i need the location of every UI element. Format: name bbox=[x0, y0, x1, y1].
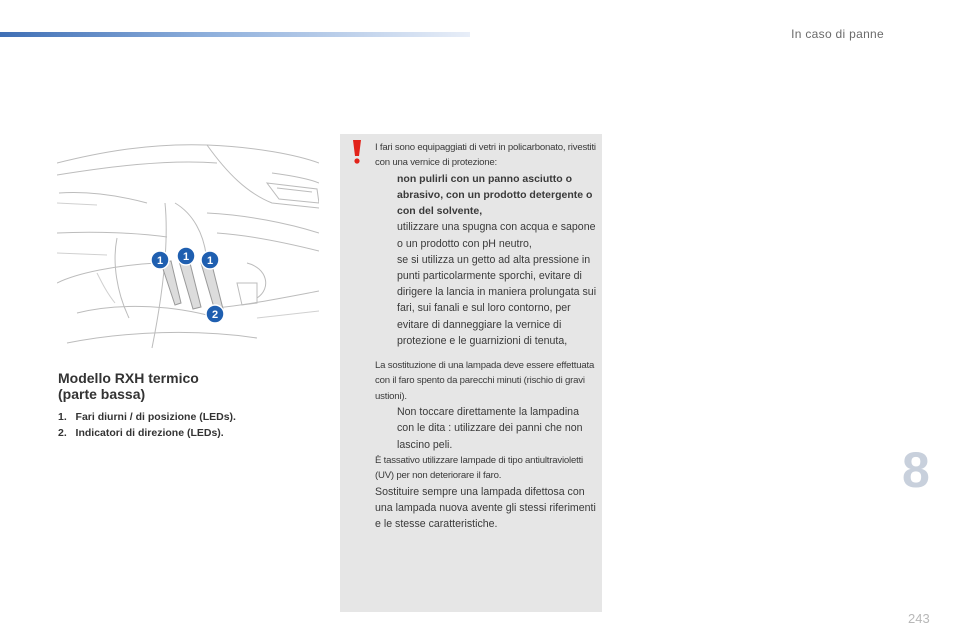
bullet-text: utilizzare una spugna con acqua e sapone o un prodotto con pH neutro, bbox=[397, 221, 596, 250]
page-number: 243 bbox=[908, 611, 930, 626]
model-title-line2: (parte bassa) bbox=[58, 386, 146, 402]
bullet-text: se si utilizza un getto ad alta pressione in punti particolarmente sporchi, evitare di dirigere la lancia in maniera prolungata sui fari, sui fanali e sul loro contorno, per evitare di danneggiare la vernice di protezione e le guarnizioni di tenuta, bbox=[397, 253, 597, 347]
model-title bbox=[58, 370, 199, 402]
legend-text: Indicatori di direzione (LEDs). bbox=[75, 427, 224, 439]
svg-text:2: 2 bbox=[211, 309, 219, 321]
callout-1b bbox=[177, 247, 195, 265]
warning-text bbox=[375, 140, 597, 532]
legend-number: 1. bbox=[58, 411, 67, 423]
bullet-marker bbox=[375, 404, 397, 453]
section-title: In caso di panne bbox=[791, 27, 884, 41]
warning-bullet bbox=[375, 252, 597, 349]
legend-list bbox=[58, 409, 236, 441]
callout-1c bbox=[201, 251, 219, 269]
header-accent-bar bbox=[0, 32, 470, 37]
model-title-line1: Modello RXH termico bbox=[58, 370, 199, 386]
exclamation-icon bbox=[350, 139, 364, 165]
car-front-bumper-illustration bbox=[57, 133, 319, 358]
bullet-marker bbox=[375, 171, 397, 220]
callout-1a bbox=[151, 251, 169, 269]
lamp-replacement-note: La sostituzione di una lampada deve essere effettuata con il faro spento da parecchi minuti (rischio di gravi ustioni). bbox=[375, 360, 595, 402]
svg-text:1: 1 bbox=[206, 255, 214, 267]
bullet-marker bbox=[375, 252, 397, 349]
warning-intro: I fari sono equipaggiati di vetri in policarbonato, rivestiti con una vernice di protezione: bbox=[375, 142, 596, 169]
chapter-number: 8 bbox=[902, 442, 930, 498]
legend-item-1 bbox=[58, 409, 236, 425]
legend-item-2 bbox=[58, 425, 236, 441]
bullet-text: non pulirli con un panno asciutto o abrasivo, con un prodotto detergente o con del solvente, bbox=[397, 172, 593, 218]
warning-bullet bbox=[375, 219, 597, 251]
warning-bullet bbox=[375, 404, 597, 453]
legend-text: Fari diurni / di posizione (LEDs). bbox=[75, 411, 236, 423]
uv-lamp-note: È tassativo utilizzare lampade di tipo antiultravioletti (UV) per non deteriorare il faro. bbox=[375, 454, 583, 482]
bullet-marker bbox=[375, 219, 397, 251]
warning-bullet bbox=[375, 171, 597, 220]
bullet-text: Non toccare direttamente la lampadina con le dita : utilizzare dei panni che non lascino peli. bbox=[397, 406, 583, 451]
svg-text:1: 1 bbox=[156, 255, 164, 267]
legend-number: 2. bbox=[58, 427, 67, 439]
replace-lamp-note: Sostituire sempre una lampada difettosa con una lampada nuova avente gli stessi riferimenti e le stesse caratteristiche. bbox=[375, 485, 596, 531]
callout-2 bbox=[206, 305, 224, 323]
svg-text:1: 1 bbox=[182, 251, 190, 263]
